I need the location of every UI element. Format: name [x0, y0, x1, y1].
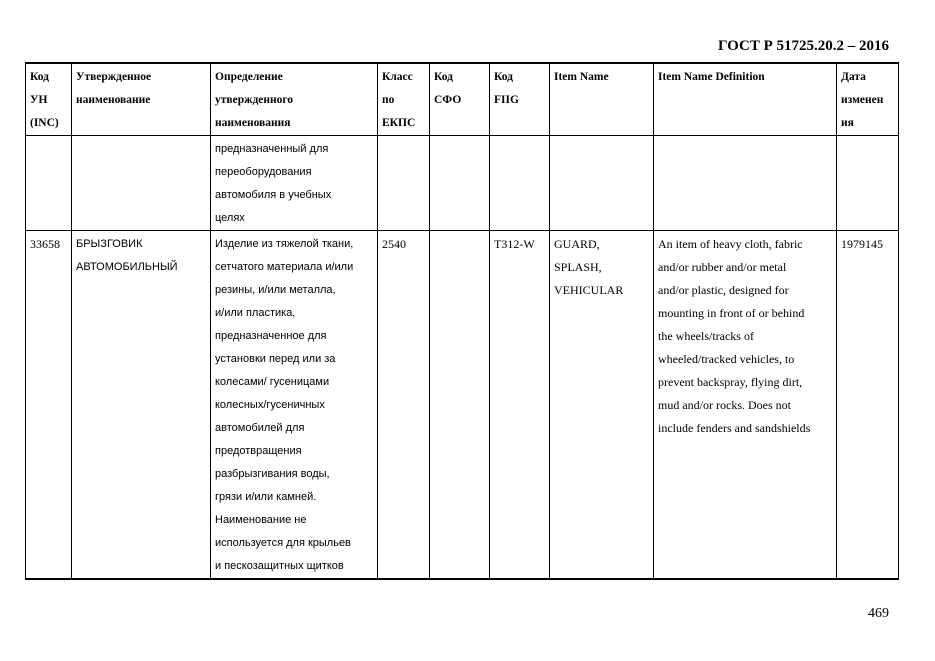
column-header-ekps-class: Класс по ЕКПС	[378, 63, 430, 136]
cell-sfo-code	[430, 231, 490, 580]
cell-definition: Изделие из тяжелой ткани, сетчатого материала и/или резины, и/или металла, и/или пластика, предназначенное для установки перед или за колесами/ гусеницами колесных/гусеничных автомобилей для предотвращения разбрызгивания воды, грязи и/или камней. Наименование не используется для крыльев и пескозащитных щитков	[211, 231, 378, 580]
cell-change-date: 1979145	[837, 231, 899, 580]
table-row	[26, 136, 899, 231]
cell-item-name-definition: An item of heavy cloth, fabric and/or rubber and/or metal and/or plastic, designed for mounting in front of or behind the wheels/tracks of wheeled/tracked vehicles, to prevent backspray, flying dirt, mud and/or rocks. Does not include fenders and sandshields	[654, 231, 837, 580]
document-header: ГОСТ Р 51725.20.2 – 2016	[717, 38, 889, 54]
column-header-sfo-code: Код СФО	[430, 63, 490, 136]
cell-fiig-code	[490, 136, 550, 231]
cell-ekps-class	[378, 136, 430, 231]
column-header-inc: Код УН (INC)	[26, 63, 72, 136]
cell-item-name	[550, 136, 654, 231]
cell-inc: 33658	[26, 231, 72, 580]
cell-approved-name: БРЫЗГОВИК АВТОМОБИЛЬНЫЙ	[72, 231, 211, 580]
column-header-fiig-code: Код FIIG	[490, 63, 550, 136]
cell-inc	[26, 136, 72, 231]
column-header-change-date: Дата изменен ия	[837, 63, 899, 136]
table-header-row	[26, 63, 899, 136]
page-number: 469	[868, 606, 889, 621]
cell-item-name: GUARD, SPLASH, VEHICULAR	[550, 231, 654, 580]
catalog-table	[25, 62, 899, 580]
column-header-approved-name: Утвержденное наименование	[72, 63, 211, 136]
cell-ekps-class: 2540	[378, 231, 430, 580]
column-header-item-name-definition: Item Name Definition	[654, 63, 837, 136]
column-header-definition: Определение утвержденного наименования	[211, 63, 378, 136]
column-header-item-name: Item Name	[550, 63, 654, 136]
cell-approved-name	[72, 136, 211, 231]
cell-definition: предназначенный для переоборудования автомобиля в учебных целях	[211, 136, 378, 231]
cell-item-name-definition	[654, 136, 837, 231]
table-row	[26, 231, 899, 580]
cell-change-date	[837, 136, 899, 231]
cell-sfo-code	[430, 136, 490, 231]
cell-fiig-code: T312-W	[490, 231, 550, 580]
